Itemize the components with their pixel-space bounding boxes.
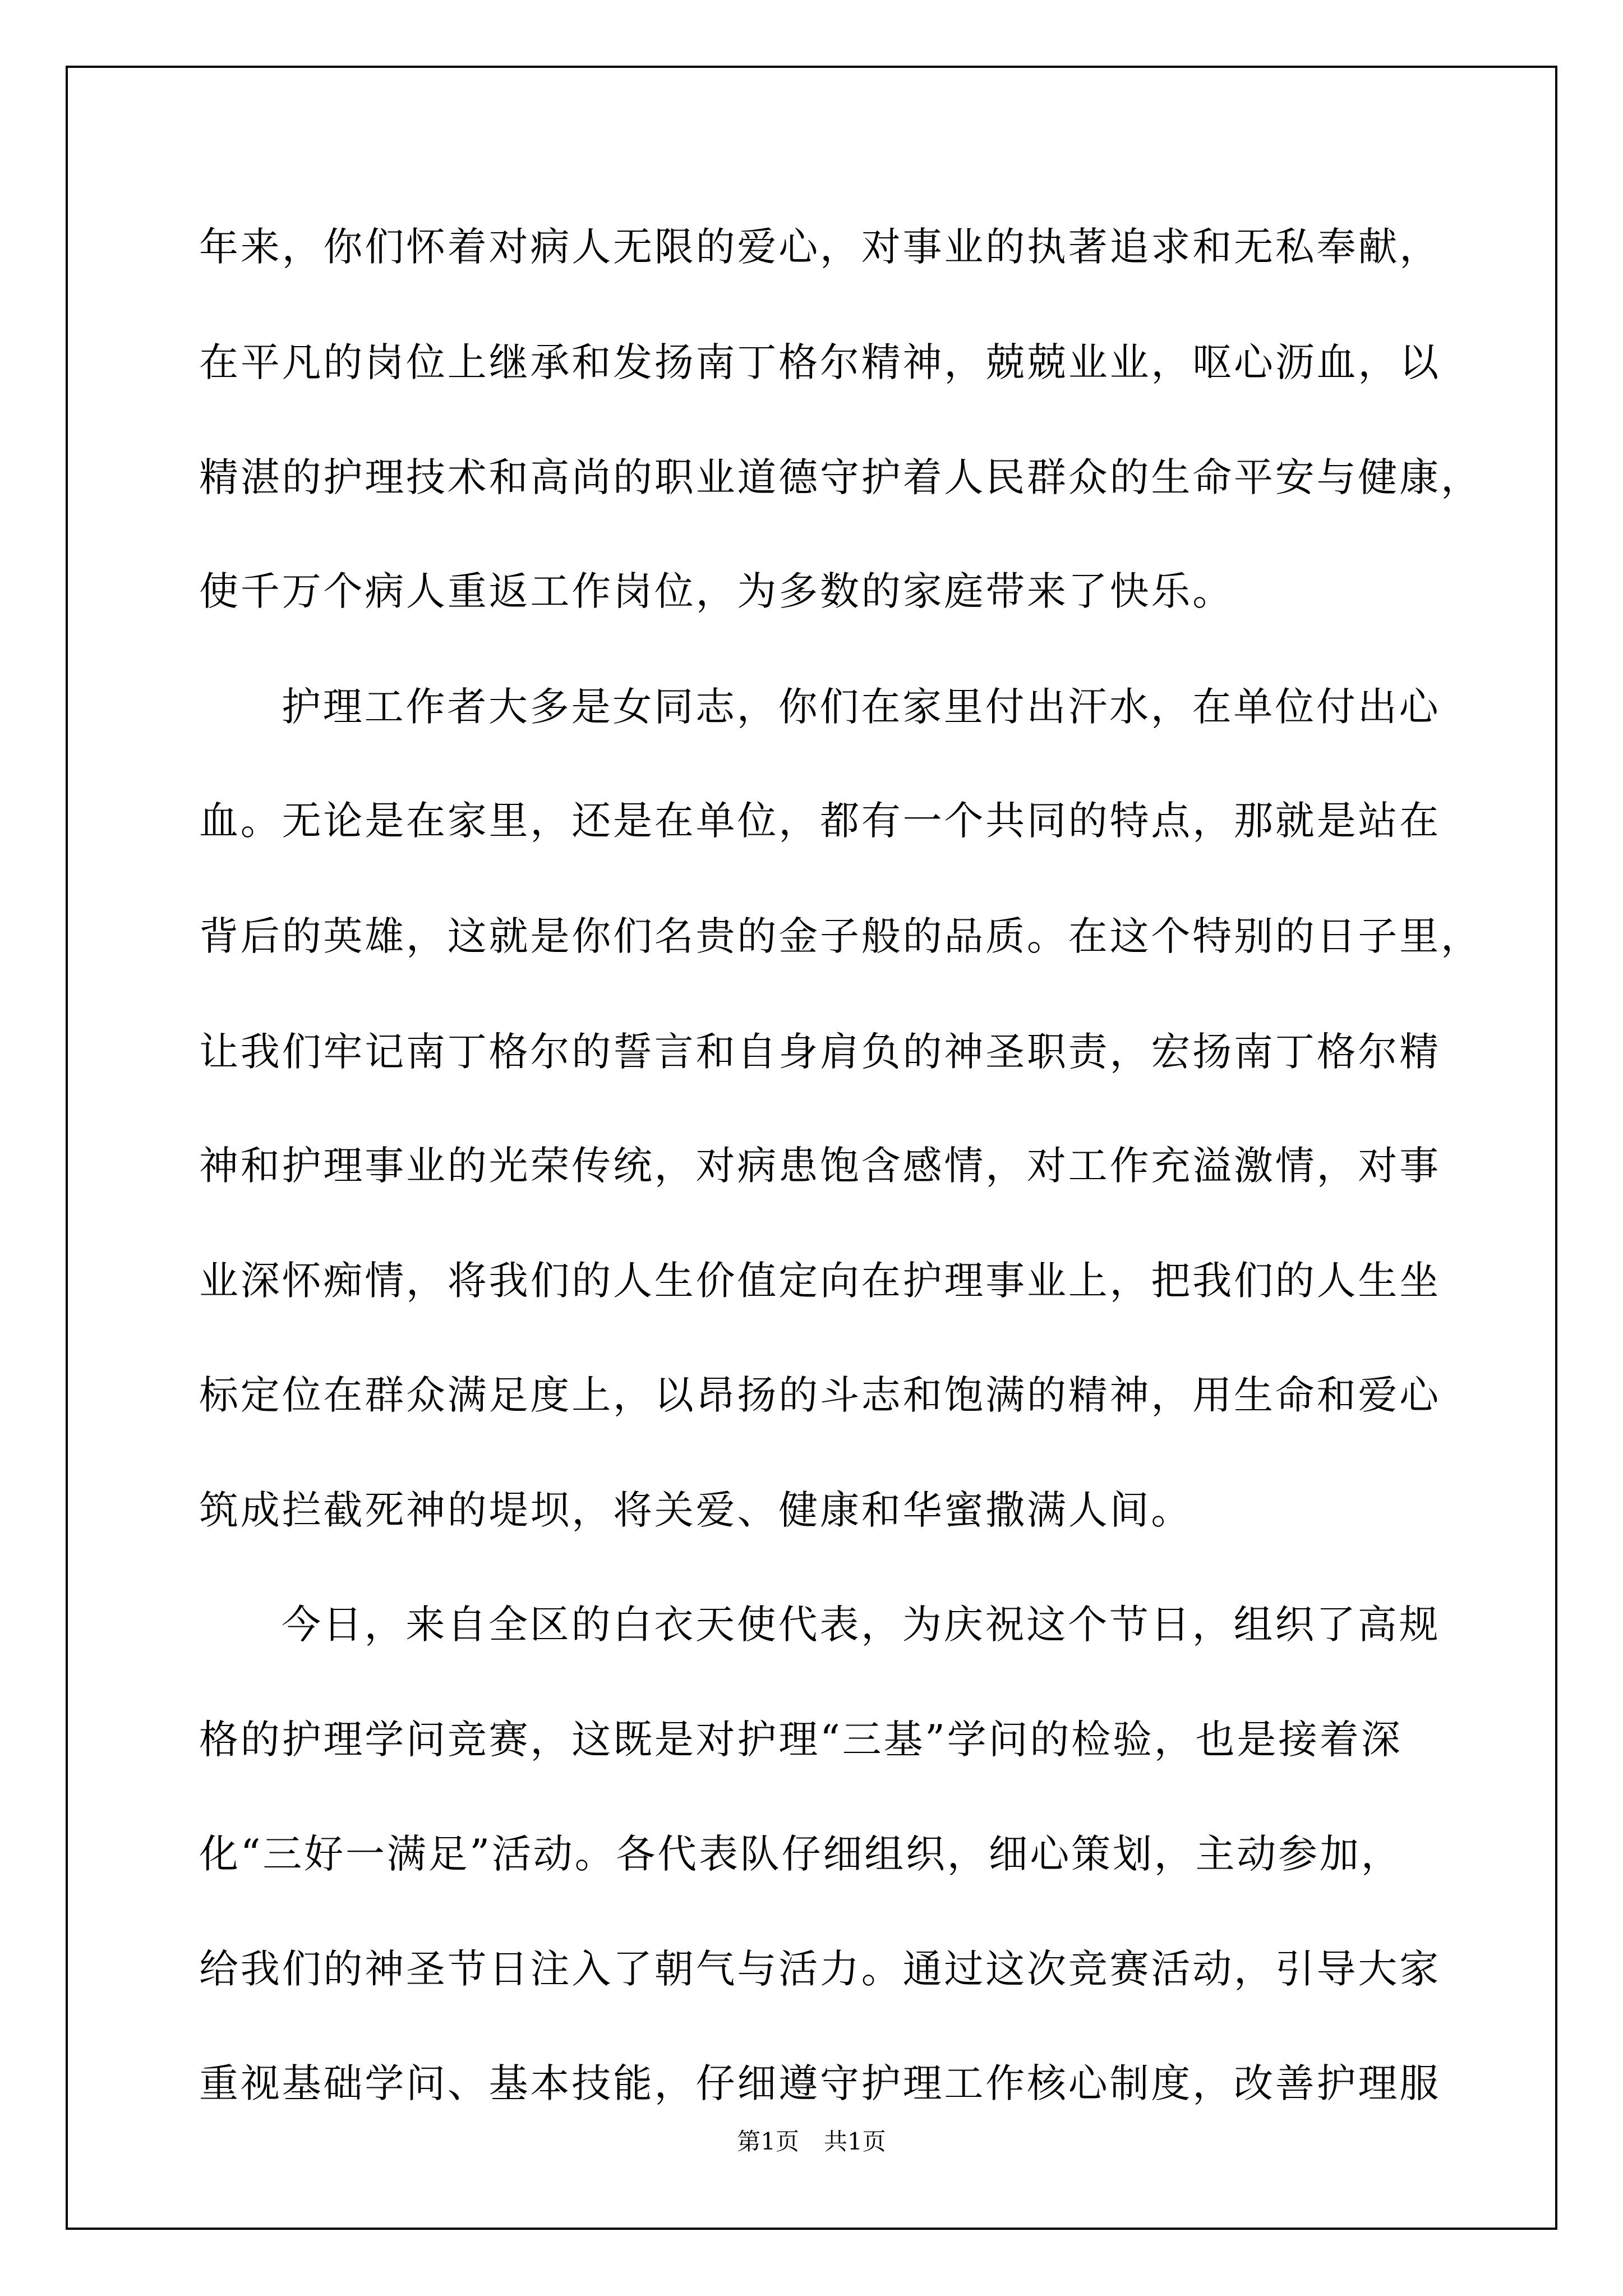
text-line: 年来，你们怀着对病人无限的爱心，对事业的执著追求和无私奉献， [199, 224, 1441, 270]
page-number-current: 第1页 [737, 2128, 799, 2155]
page-number-total: 共1页 [824, 2128, 886, 2155]
text-line: 给我们的神圣节日注入了朝气与活力。通过这次竞赛活动，引导大家 [199, 1946, 1441, 1992]
text-line: 标定位在群众满足度上，以昂扬的斗志和饱满的精神，用生命和爱心 [199, 1372, 1441, 1418]
paragraph-start-line: 今日，来自全区的白衣天使代表，为庆祝这个节日，组织了高规 [282, 1602, 1441, 1648]
text-line: 化“三好一满足”活动。各代表队仔细组织，细心策划，主动参加， [199, 1831, 1403, 1877]
text-line: 神和护理事业的光荣传统，对病患饱含感情，对工作充溢激情，对事 [199, 1143, 1441, 1189]
text-line: 业深怀痴情，将我们的人生价值定向在护理事业上，把我们的人生坐 [199, 1258, 1441, 1304]
text-line: 让我们牢记南丁格尔的誓言和自身肩负的神圣职责，宏扬南丁格尔精 [199, 1029, 1441, 1075]
page-footer [0, 2128, 1623, 2156]
text-line: 重视基础学问、基本技能，仔细遵守护理工作核心制度，改善护理服 [199, 2060, 1441, 2106]
paragraph-start-line: 护理工作者大多是女同志，你们在家里付出汗水，在单位付出心 [282, 684, 1441, 730]
text-line: 背后的英雄，这就是你们名贵的金子般的品质。在这个特别的日子里， [199, 913, 1482, 959]
text-line: 精湛的护理技术和高尚的职业道德守护着人民群众的生命平安与健康， [199, 454, 1482, 500]
text-line: 格的护理学问竞赛，这既是对护理“三基”学问的检验，也是接着深 [199, 1717, 1403, 1763]
text-line: 筑成拦截死神的堤坝，将关爱、健康和华蜜撒满人间。 [199, 1487, 1193, 1533]
text-line: 血。无论是在家里，还是在单位，都有一个共同的特点，那就是站在 [199, 798, 1441, 844]
text-line: 在平凡的岗位上继承和发扬南丁格尔精神，兢兢业业，呕心沥血，以 [199, 339, 1441, 385]
text-line: 使千万个病人重返工作岗位，为多数的家庭带来了快乐。 [199, 568, 1234, 614]
